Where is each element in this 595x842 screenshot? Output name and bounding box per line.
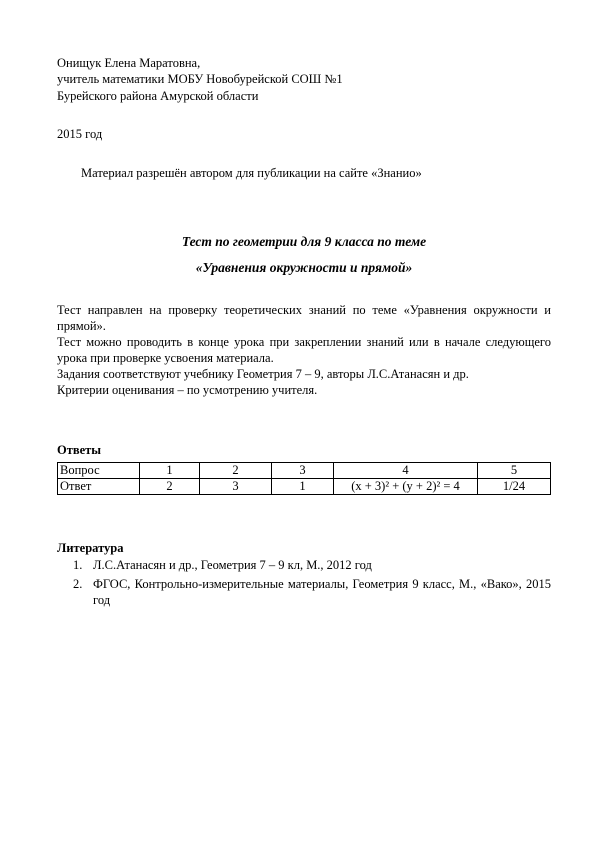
author-region: Бурейского района Амурской области	[57, 89, 259, 103]
answers-table	[57, 462, 551, 495]
list-item	[73, 576, 551, 608]
intro-paragraph-usage: Тест можно проводить в конце урока при закреплении знаний или в начале следующего урока при проверке усвоения материала.	[57, 335, 551, 365]
list-item	[73, 557, 551, 573]
table-cell-answer-3: 1	[272, 479, 334, 495]
author-name: Онищук Елена Маратовна,	[57, 56, 201, 70]
answers-table-row-questions	[58, 463, 551, 479]
table-cell-answer-label: Ответ	[58, 479, 140, 495]
literature-heading: Литература	[57, 541, 124, 555]
answers-table-row-answers	[58, 479, 551, 495]
document-title-line-2: «Уравнения окружности и прямой»	[195, 260, 413, 275]
intro-paragraph-textbook: Задания соответствуют учебнику Геометрия 7 – 9, авторы Л.С.Атанасян и др.	[57, 367, 469, 381]
list-item-text: ФГОС, Контрольно-измерительные материалы, Геометрия 9 класс, М., «Вако», 2015 год	[93, 577, 551, 607]
table-cell-answer-1: 2	[140, 479, 200, 495]
author-position: учитель математики МОБУ Новобурейской СОШ №1	[57, 72, 343, 86]
table-cell-answer-2: 3	[200, 479, 272, 495]
document-year: 2015 год	[57, 127, 103, 141]
list-item-number: 1.	[73, 558, 83, 572]
table-cell-question-5: 5	[478, 463, 551, 479]
table-cell-question-label: Вопрос	[58, 463, 140, 479]
intro-section	[57, 302, 551, 398]
table-cell-answer-4: (x + 3)² + (y + 2)² = 4	[334, 479, 478, 495]
table-cell-question-3: 3	[272, 463, 334, 479]
document-title-line-1: Тест по геометрии для 9 класса по теме	[181, 234, 427, 249]
intro-paragraph-criteria: Критерии оценивания – по усмотрению учителя.	[57, 383, 318, 397]
publication-permission-note: Материал разрешён автором для публикации на сайте «Знанио»	[81, 166, 422, 180]
literature-list	[73, 557, 551, 611]
list-item-text: Л.С.Атанасян и др., Геометрия 7 – 9 кл, М., 2012 год	[93, 558, 372, 572]
table-cell-question-4: 4	[334, 463, 478, 479]
table-cell-question-2: 2	[200, 463, 272, 479]
table-cell-question-1: 1	[140, 463, 200, 479]
answers-heading: Ответы	[57, 443, 102, 457]
list-item-number: 2.	[73, 577, 83, 591]
table-cell-answer-5: 1/24	[478, 479, 551, 495]
intro-paragraph-purpose: Тест направлен на проверку теоретических знаний по теме «Уравнения окружности и прямой».	[57, 303, 551, 333]
